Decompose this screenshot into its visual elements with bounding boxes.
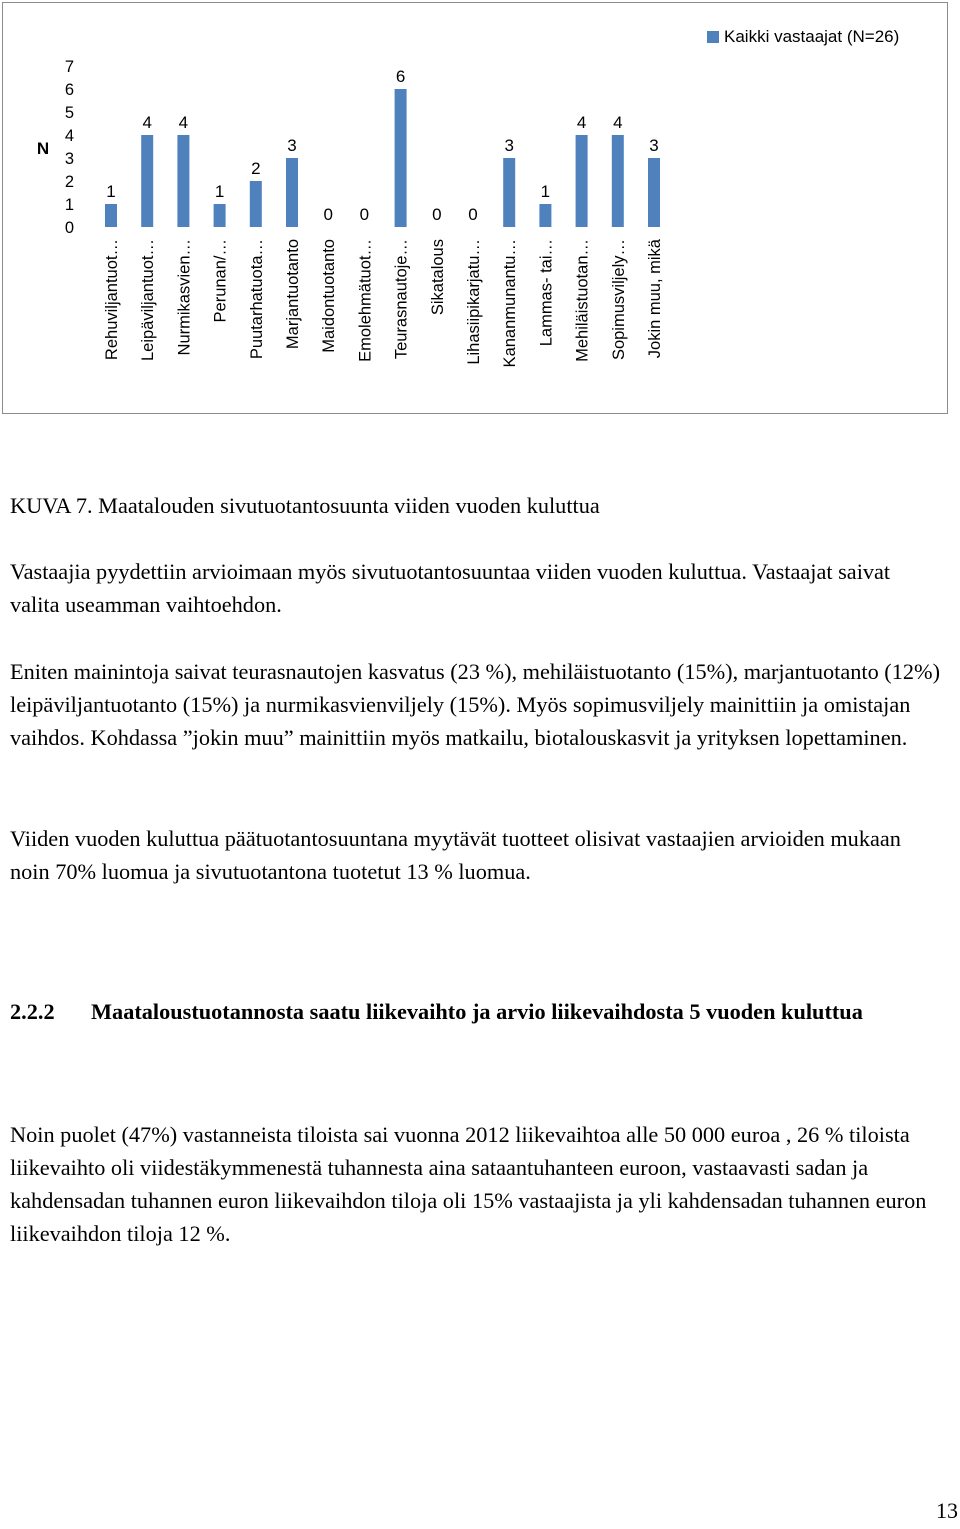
bar xyxy=(214,204,226,227)
category-label: Maidontuotanto xyxy=(320,239,339,353)
paragraph-1: Vastaajia pyydettiin arvioimaan myös sivutuotantosuuntaa viiden vuoden kuluttua. Vastaajat saivat valita useamman vaihtoehdon. xyxy=(10,559,891,617)
category-label: Jokin muu, mikä xyxy=(646,239,664,359)
legend-swatch xyxy=(707,31,719,43)
bar xyxy=(286,158,298,227)
bar xyxy=(503,158,515,227)
bar-value-label: 2 xyxy=(251,159,261,178)
y-tick-label: 1 xyxy=(64,196,74,214)
bar-value-label: 4 xyxy=(613,113,623,132)
bar-value-label: 4 xyxy=(178,113,189,132)
section-title: Maataloustuotannosta saatu liikevaihto ja arvio liikevaihdosta 5 vuoden kuluttua xyxy=(91,999,863,1024)
bar xyxy=(105,204,117,227)
category-label: Marjantuotanto xyxy=(284,239,302,350)
y-tick-label: 6 xyxy=(64,81,74,99)
bar-value-label: 6 xyxy=(395,67,406,86)
category-label: Leipäviljantuot… xyxy=(139,239,158,361)
category-label: Puutarhatuota… xyxy=(247,239,266,360)
category-label: Sikatalous xyxy=(428,239,447,316)
bar-value-label: 1 xyxy=(106,182,116,201)
category-label: Teurasnautoje… xyxy=(392,239,411,360)
bar-value-label: 3 xyxy=(649,136,659,155)
y-tick-label: 4 xyxy=(64,127,74,145)
bar xyxy=(395,89,407,227)
chart-frame xyxy=(2,2,948,414)
bar xyxy=(576,135,588,227)
category-label: Lammas- tai… xyxy=(537,239,556,347)
y-tick-label: 3 xyxy=(64,150,74,168)
bar-value-label: 0 xyxy=(323,205,333,224)
y-axis-title: N xyxy=(36,139,50,158)
category-label: Rehuviljantuot… xyxy=(103,239,121,361)
category-label: Emolehmätuot… xyxy=(356,239,375,362)
category-label: Nurmikasvien… xyxy=(175,239,194,356)
bar-value-label: 1 xyxy=(540,182,551,201)
bar-value-label: 3 xyxy=(287,136,297,155)
legend-label: Kaikki vastaajat (N=26) xyxy=(724,27,900,46)
y-tick-label: 5 xyxy=(64,104,74,122)
bar-value-label: 0 xyxy=(468,205,478,224)
bar-value-label: 0 xyxy=(359,205,370,224)
category-label: Lihasiipikarjatu… xyxy=(465,239,483,365)
bar xyxy=(177,135,189,227)
y-tick-label: 2 xyxy=(64,173,74,191)
bar-value-label: 0 xyxy=(432,205,442,224)
paragraph-3: Viiden vuoden kuluttua päätuotantosuuntana myytävät tuotteet olisivat vastaajien arvioiden mukaan noin 70% luomua ja sivutuotantona tuotetut 13 % luomua. xyxy=(10,826,901,884)
bar xyxy=(539,204,551,227)
category-label: Sopimusviljely… xyxy=(609,239,628,361)
bar xyxy=(141,135,153,227)
page-number: 13 xyxy=(936,1498,958,1523)
paragraph-2: Eniten mainintoja saivat teurasnautojen kasvatus (23 %), mehiläistuotanto (15%), marjantuotanto (12%) leipäviljantuotanto (15%) ja nurmikasvienviljely (15%). Myös sopimusviljely mainittiin ja omistajan vaihdos. Kohdassa ”jokin muu” mainittiin myös matkailu, biotalouskasvit ja yrityksen lopettaminen. xyxy=(10,659,941,750)
bar-value-label: 4 xyxy=(576,113,587,132)
bar-value-label: 4 xyxy=(142,113,152,132)
paragraph-4: Noin puolet (47%) vastanneista tiloista sai vuonna 2012 liikevaihtoa alle 50 000 euroa , 26 % tiloista liikevaihto oli viidestäkymmenestä tuhannesta aina sataantuhanteen euroon, vastaavasti sadan ja kahdensadan tuhannen euron liikevaihdon tiloja oli 15% vastaajista ja yli kahdensadan tuhannen euron liikevaihdon tiloja 12 %. xyxy=(10,1122,927,1246)
bar-chart xyxy=(3,3,949,415)
section-number: 2.2.2 xyxy=(10,999,55,1024)
figure-caption: KUVA 7. Maatalouden sivutuotantosuunta viiden vuoden kuluttua xyxy=(10,493,600,518)
bar-value-label: 3 xyxy=(504,136,514,155)
y-tick-label: 0 xyxy=(64,219,74,237)
bar xyxy=(648,158,660,227)
category-label: Mehiläistuotan… xyxy=(573,239,592,362)
bar-value-label: 1 xyxy=(214,182,225,201)
section-heading xyxy=(10,995,945,1028)
y-tick-label: 7 xyxy=(64,58,74,76)
category-label: Perunan/… xyxy=(211,239,230,323)
category-label: Kananmunantu… xyxy=(501,239,520,368)
bar xyxy=(250,181,262,227)
bar xyxy=(612,135,624,227)
